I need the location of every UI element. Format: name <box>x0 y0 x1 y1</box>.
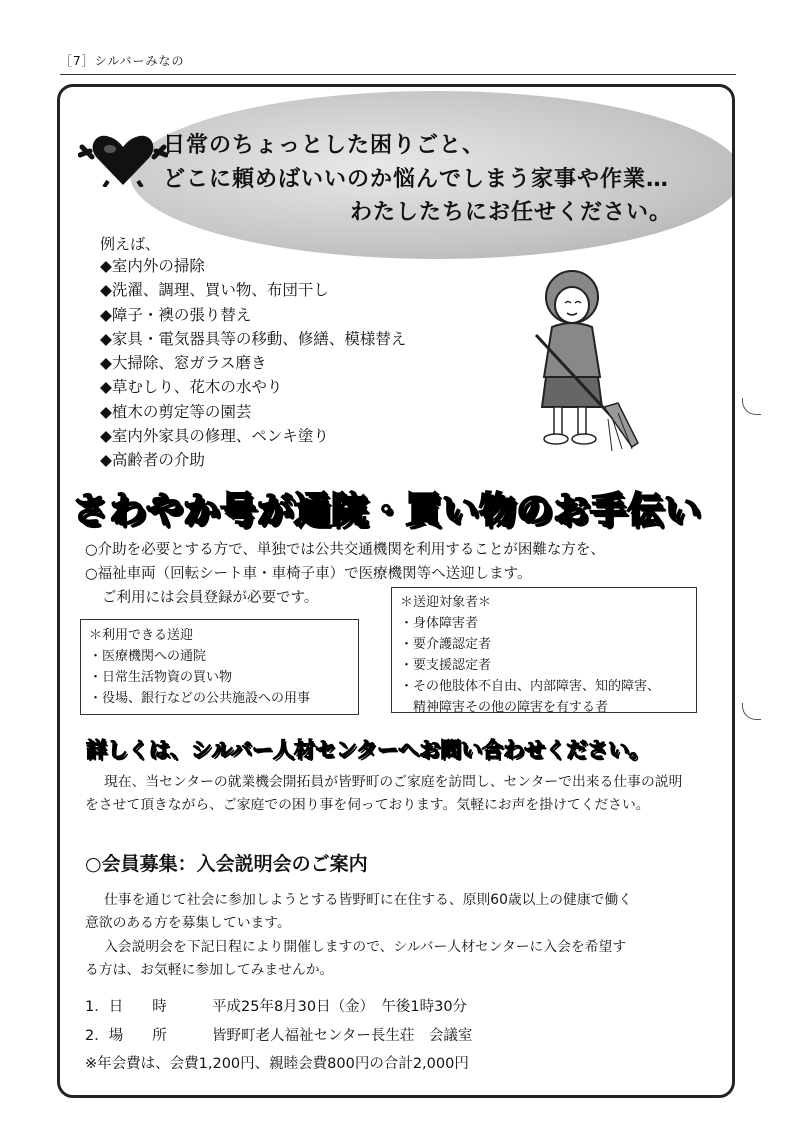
binder-hole-mark <box>742 398 761 415</box>
list-item: ◆障子・襖の張り替え <box>100 305 252 324</box>
woman-sweeping-illustration <box>532 267 642 457</box>
date-value: 平成25年8月30日（金） 午後1時30分 <box>212 999 468 1015</box>
inquiry-line-2: をさせて頂きながら、ご家庭での困り事を伺っております。気軽にお声を掛けてください。 <box>85 797 650 813</box>
list-item: ◆洗濯、調理、買い物、布団干し <box>100 281 329 300</box>
recruit-p1-line-2: 意欲のある方を募集しています。 <box>85 915 291 931</box>
list-item: ◆植木の剪定等の園芸 <box>100 402 252 421</box>
list-item: ・要介護認定者 <box>400 637 492 652</box>
headline-line-3: わたしたちにお任せください。 <box>350 200 673 225</box>
inquiry-heading: 詳しくは、シルバー人材センターへお問い合わせください。 <box>86 738 651 762</box>
place-value: 皆野町老人福祉センター長生荘 会議室 <box>212 1028 473 1044</box>
uses-box-title: ＊利用できる送迎 <box>89 628 194 643</box>
place-label: 2．場 所 <box>85 1028 167 1044</box>
list-item: ・身体障害者 <box>400 616 479 631</box>
recruit-heading: ○会員募集：入会説明会のご案内 <box>85 853 368 875</box>
content-frame <box>57 84 735 1098</box>
uses-box <box>80 619 359 715</box>
heart-mascot-icon <box>78 127 168 187</box>
page-header: ［7］シルバーみなの <box>60 54 185 68</box>
annual-fee-note: ※年会費は、会費1,200円、親睦会費800円の合計2,000円 <box>85 1056 469 1072</box>
list-item: 精神障害その他の障害を有する者 <box>400 700 609 715</box>
banner-title: さわやか号が通院・買い物のお手伝い <box>72 490 702 531</box>
service-line-2: ○福祉車両（回転シート車・車椅子車）で医療機関等へ送迎します。 <box>85 566 532 582</box>
list-item: ◆草むしり、花木の水やり <box>100 378 283 397</box>
recruit-p2-line-1: 入会説明会を下記日程により開催しますので、シルバー人材センターに入会を希望す <box>104 939 627 955</box>
list-item: ・要支援認定者 <box>400 658 492 673</box>
targets-box <box>391 587 697 713</box>
list-item: ◆室内外家具の修理、ペンキ塗り <box>100 427 329 446</box>
date-label: 1．日 時 <box>85 999 167 1015</box>
service-note: ご利用には会員登録が必要です。 <box>102 590 319 606</box>
examples-intro: 例えば、 <box>100 235 161 253</box>
list-item: ・医療機関への通院 <box>89 649 207 664</box>
list-item: ・日常生活物資の買い物 <box>89 670 233 685</box>
list-item: ・その他肢体不自由、内部障害、知的障害、 <box>400 679 661 694</box>
examples-list <box>100 254 406 473</box>
recruit-p1-line-1: 仕事を通じて社会に参加しようとする皆野町に在住する、原則60歳以上の健康で働く <box>104 892 633 908</box>
headline-line-2: どこに頼めばいいのか悩んでしまう家事や作業… <box>163 167 670 192</box>
service-line-1: ○介助を必要とする方で、単独では公共交通機関を利用することが困難な方を、 <box>85 542 605 558</box>
headline-line-1: 日常のちょっとした困りごと、 <box>163 133 486 158</box>
recruit-p2-line-2: る方は、お気軽に参加してみませんか。 <box>85 962 334 978</box>
binder-hole-mark <box>742 703 761 720</box>
list-item: ◆室内外の掃除 <box>100 257 205 275</box>
list-item: ◆大掃除、窓ガラス磨き <box>100 354 267 373</box>
list-item: ・役場、銀行などの公共施設への用事 <box>89 691 311 706</box>
targets-box-title: ＊送迎対象者＊ <box>400 595 492 610</box>
inquiry-line-1: 現在、当センターの就業機会開拓員が皆野町のご家庭を訪問し、センターで出来る仕事の説明 <box>104 774 683 790</box>
list-item: ◆家具・電気器具等の移動、修繕、模様替え <box>100 329 407 348</box>
list-item: ◆高齢者の介助 <box>100 451 205 470</box>
header-rule <box>60 74 736 75</box>
